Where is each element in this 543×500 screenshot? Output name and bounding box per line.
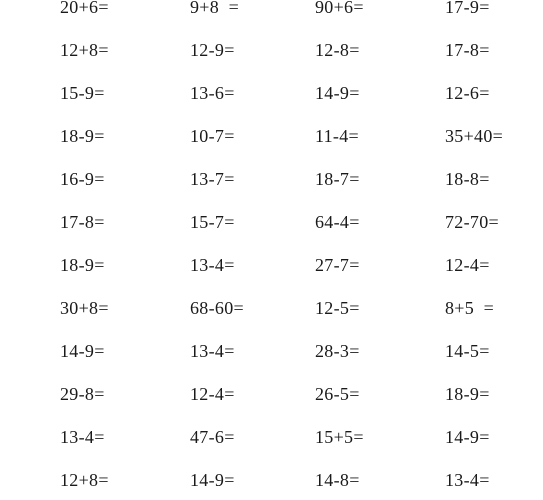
problem: 15-7= [190,212,235,232]
problem: 14-9= [315,83,360,103]
problem-row [0,81,543,105]
problem: 12+8= [60,470,109,490]
problem-row [0,296,543,320]
problem: 9+8 = [190,0,240,17]
problem: 20+6= [60,0,109,17]
problem: 14-8= [315,470,360,490]
problem: 13-4= [190,341,235,361]
problem-row [0,468,543,492]
problem: 12-9= [190,40,235,60]
problem: 17-8= [445,40,490,60]
problem: 13-4= [190,255,235,275]
problem: 13-7= [190,169,235,189]
problem: 12-5= [315,298,360,318]
problem: 16-9= [60,169,105,189]
problem: 47-6= [190,427,235,447]
problem: 12-4= [445,255,490,275]
problem: 64-4= [315,212,360,232]
problem: 12-4= [190,384,235,404]
problem: 12-6= [445,83,490,103]
problem: 15+5= [315,427,364,447]
problem: 28-3= [315,341,360,361]
problem: 18-9= [60,255,105,275]
problem-row [0,382,543,406]
problem: 14-9= [190,470,235,490]
problem-row [0,210,543,234]
problem: 13-6= [190,83,235,103]
problem: 72-70= [445,212,499,232]
problem: 18-9= [445,384,490,404]
problem: 30+8= [60,298,109,318]
problem-row [0,124,543,148]
problem: 12-8= [315,40,360,60]
problem-row [0,339,543,363]
problem: 17-8= [60,212,105,232]
problem: 29-8= [60,384,105,404]
problem-row [0,253,543,277]
problem: 18-9= [60,126,105,146]
problem: 17-9= [445,0,490,17]
problem: 18-7= [315,169,360,189]
problem: 8+5 = [445,298,495,318]
problem: 68-60= [190,298,244,318]
problem: 14-5= [445,341,490,361]
problem: 26-5= [315,384,360,404]
problem: 12+8= [60,40,109,60]
problem-row [0,0,543,19]
problem-row [0,167,543,191]
problem: 11-4= [315,126,359,146]
problem: 35+40= [445,126,504,146]
problem: 14-9= [445,427,490,447]
problem-row [0,425,543,449]
problem: 27-7= [315,255,360,275]
problem-row [0,38,543,62]
problem: 14-9= [60,341,105,361]
problem: 13-4= [445,470,490,490]
problem: 18-8= [445,169,490,189]
problem: 90+6= [315,0,364,17]
problem: 15-9= [60,83,105,103]
problem: 10-7= [190,126,235,146]
problem: 13-4= [60,427,105,447]
